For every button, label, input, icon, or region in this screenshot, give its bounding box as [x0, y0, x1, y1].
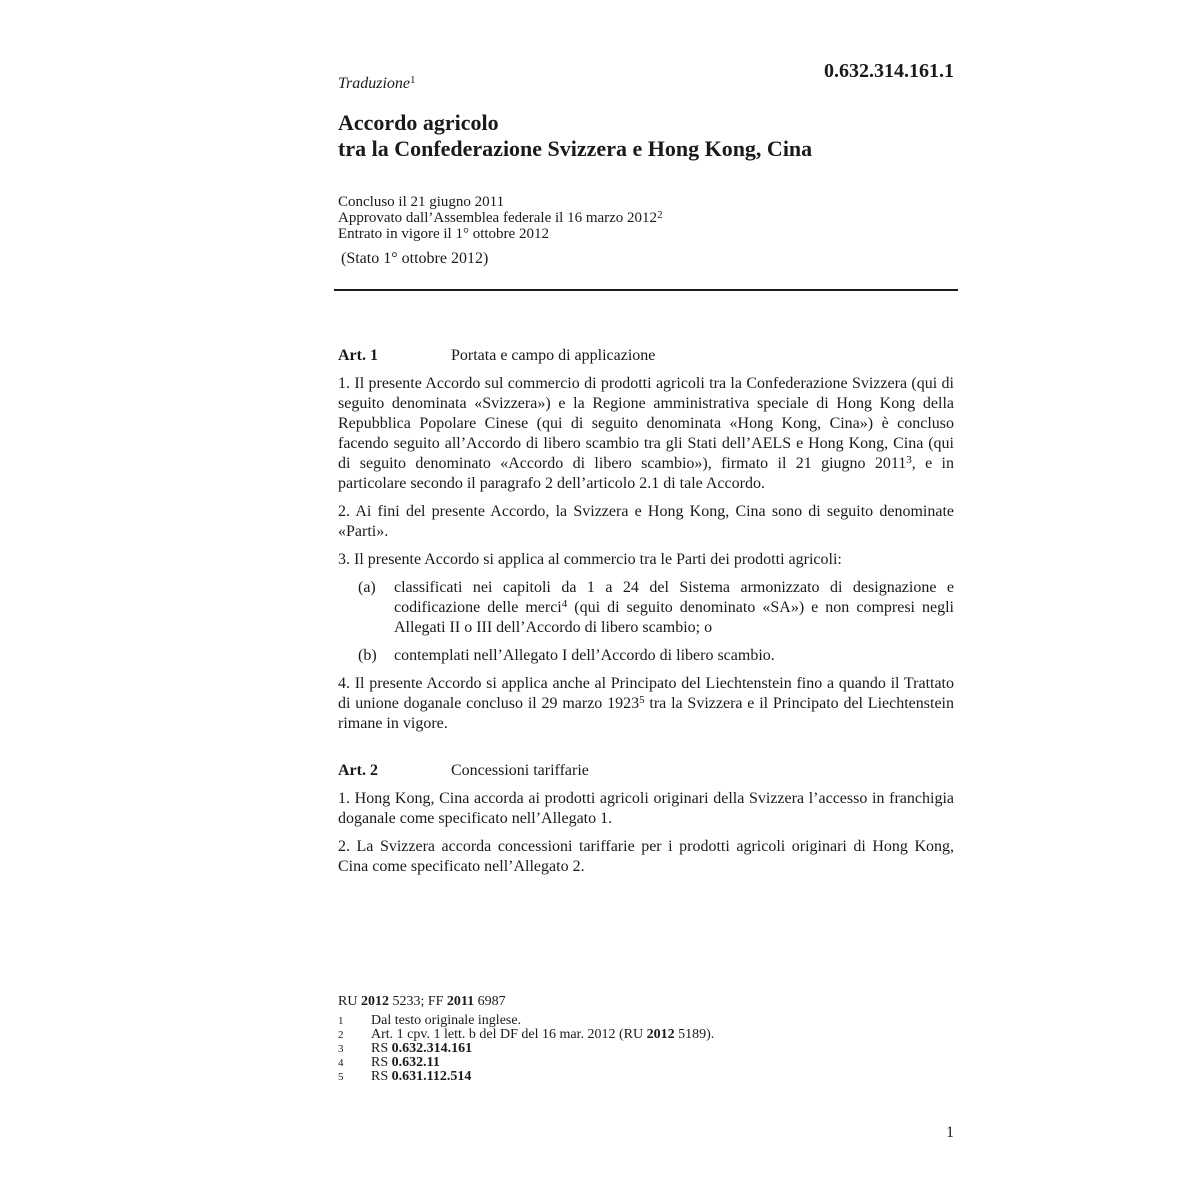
translation-text: Traduzione	[338, 75, 411, 92]
footnote-text-part: 5189).	[674, 1027, 715, 1042]
ru-year: 2012	[360, 994, 389, 1009]
footnote-year: 2012	[646, 1027, 675, 1042]
footnote-text	[371, 1056, 440, 1070]
ru-prefix: RU	[338, 994, 361, 1009]
document-body	[338, 346, 954, 885]
rs-prefix: RS	[371, 1055, 392, 1070]
article-number: Art. 1	[338, 347, 378, 364]
approved-text: Approvato dall’Assemblea federale il 16 marzo 2012	[338, 210, 658, 226]
article-1-paragraph-3: 3. Il presente Accordo si applica al commercio tra le Parti dei prodotti agricoli:	[338, 551, 842, 568]
rs-prefix: RS	[371, 1069, 392, 1084]
article-title: Portata e campo di applicazione	[451, 347, 656, 364]
paragraph-text-cont: , e in particolare secondo il paragrafo 2 dell’articolo 2.1 di tale Accordo.	[338, 455, 955, 492]
paragraph-text: 4. Il presente Accordo si applica anche al Principato del Liechtenstein fino a quando il Trattato di unione doganale concluso il 29 marzo 1923	[338, 675, 954, 712]
article-2	[338, 761, 954, 877]
page-number: 1	[946, 1124, 954, 1141]
official-reference	[338, 994, 958, 1009]
article-1	[338, 346, 954, 734]
document-metadata	[338, 194, 663, 242]
rs-reference[interactable]: 0.632.314.161	[391, 1041, 473, 1056]
translation-label	[338, 74, 416, 93]
article-1-heading	[338, 346, 954, 366]
list-text	[394, 578, 954, 638]
footnote-number: 4	[338, 1057, 344, 1069]
footnote-ref-4[interactable]: 4	[561, 598, 568, 610]
paragraph-text-cont: tra la Svizzera e il Principato del Liechtenstein rimane in vigore.	[338, 695, 954, 732]
list-text-part: classificati nei capitoli da 1 a 24 del Sistema armonizzato di designazione e codificazione delle merci	[394, 579, 954, 616]
article-title: Concessioni tariffarie	[451, 762, 589, 779]
footnote-2	[338, 1028, 958, 1042]
article-1-paragraph-4	[338, 674, 954, 734]
ru-number: 5233; FF	[388, 994, 447, 1009]
list-marker: (a)	[358, 579, 376, 596]
concluded-date: Concluso il 21 giugno 2011	[338, 194, 505, 210]
footnotes	[338, 994, 958, 1084]
list-text-part: (qui di seguito denominato «SA») e non compresi negli Allegati II o III dell’Accordo di libero scambio; o	[394, 599, 955, 636]
article-1-paragraph-1	[338, 374, 954, 494]
document-title	[338, 110, 812, 162]
ff-number: 6987	[474, 994, 506, 1009]
article-number: Art. 2	[338, 762, 378, 779]
list-item-a	[358, 578, 954, 638]
entry-into-force: Entrato in vigore il 1° ottobre 2012	[338, 226, 549, 242]
footnote-text	[371, 1042, 472, 1056]
status-date: (Stato 1° ottobre 2012)	[341, 250, 489, 267]
approved-date	[338, 210, 663, 226]
footnote-ref-5[interactable]: 5	[639, 694, 645, 706]
title-line-2: tra la Confederazione Svizzera e Hong Kong, Cina	[338, 136, 813, 161]
list-marker: (b)	[358, 647, 377, 664]
list-item-b	[358, 646, 954, 666]
footnote-number: 2	[338, 1029, 344, 1041]
header-divider	[334, 289, 958, 291]
footnote-ref-1[interactable]: 1	[410, 74, 416, 86]
sr-number: 0.632.314.161.1	[824, 60, 954, 82]
article-1-paragraph-2: 2. Ai fini del presente Accordo, la Svizzera e Hong Kong, Cina sono di seguito denominate «Parti».	[338, 503, 954, 540]
ff-year: 2011	[446, 994, 475, 1009]
footnote-ref-3[interactable]: 3	[906, 454, 912, 466]
article-2-paragraph-1: 1. Hong Kong, Cina accorda ai prodotti agricoli originari della Svizzera l’accesso in franchigia doganale come specificato nell’Allegato 1.	[338, 790, 954, 827]
footnote-3	[338, 1042, 958, 1056]
list-text: contemplati nell’Allegato I dell’Accordo di libero scambio.	[394, 647, 775, 664]
article-2-paragraph-2: 2. La Svizzera accorda concessioni tariffarie per i prodotti agricoli originari di Hong Kong, Cina come specificato nell’Allegato 2.	[338, 838, 954, 875]
article-2-heading	[338, 761, 954, 781]
footnote-ref-2[interactable]: 2	[657, 209, 663, 221]
paragraph-text: 1. Il presente Accordo sul commercio di prodotti agricoli tra la Confederazione Svizzera (qui di seguito denominata «Svizzera») e la Regione amministrativa speciale di Hong Kong della Repubblica Popolare Cinese (qui di seguito denominata «Hong Kong, Cina») è concluso facendo seguito all’Accordo di libero scambio tra gli Stati dell’AELS e Hong Kong, Cina (qui di seguito denominato «Accordo di libero scambio»), firmato il 21 giugno 2011	[338, 375, 954, 472]
rs-reference[interactable]: 0.631.112.514	[391, 1069, 472, 1084]
footnote-number: 3	[338, 1043, 344, 1055]
footnote-4	[338, 1056, 958, 1070]
footnote-text	[371, 1028, 714, 1042]
footnote-1	[338, 1014, 958, 1028]
rs-prefix: RS	[371, 1041, 392, 1056]
title-line-1: Accordo agricolo	[338, 110, 499, 135]
footnote-text-part: Art. 1 cpv. 1 lett. b del DF del 16 mar. 2012 (RU	[371, 1027, 647, 1042]
footnote-text: Dal testo originale inglese.	[371, 1013, 522, 1028]
footnote-5	[338, 1070, 958, 1084]
footnote-number: 1	[338, 1015, 344, 1027]
rs-reference[interactable]: 0.632.11	[391, 1055, 440, 1070]
footnote-number: 5	[338, 1071, 344, 1083]
footnote-text	[371, 1070, 471, 1084]
